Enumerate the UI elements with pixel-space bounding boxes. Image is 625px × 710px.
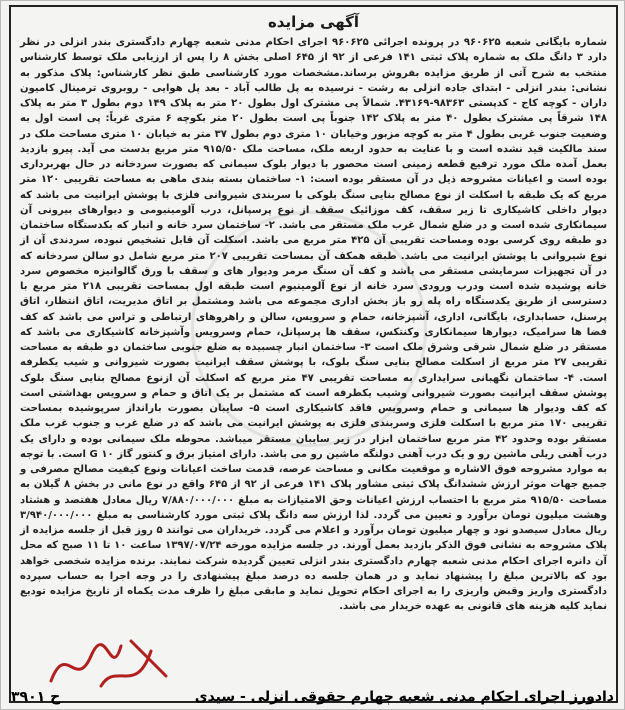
- footer-code: [11, 689, 60, 705]
- notice-title: آگهی مزایده: [267, 13, 360, 31]
- footer-signature: دادورز اجرای احکام مدنی شعبه چهارم حقوقی انزلی - سیدی: [194, 689, 614, 705]
- notice-footer: [11, 689, 614, 705]
- footer-code-letter: ح: [50, 689, 61, 705]
- footer-code-number: ۳۹۰۱: [11, 689, 46, 705]
- notice-frame: [9, 5, 618, 703]
- notice-body: شماره بایگانی شعبه ۹۶۰۶۲۵ در پرونده اجرائی ۹۶۰۶۲۵ اجرای احکام مدنی شعبه چهارم دادگستری بندر انزلی در نظر دارد ۳ دانگ ملک به شماره پلاک ثبتی ۱۴۱ فرعی از ۹۲ از ۶۴۵ اصلی بخش ۸ را پس از ارزیابی ملک توسط کارشناس منتخب به شرح آتی از طریق مزایده بفروش برساند.مشخصات مورد کارشناسی طبق نظر کارشناس: پلاک مذکور به نشانی: بندر انزلی - ابتدای جاده انزلی به رشت - نرسیده به پل طالب آباد - بعد پل هوایی - روبروی ترمینال کامیون داران - کوچه کاج - کدپستی ۹۸۳۶۳-۴۳۱۶۹. شمالاً پی مشترک اول بطول ۲۰ متر به پلاک ۱۴۹ دوم بطول ۳ متر به پلاک ۱۴۸ شرقاً پی مشترک بطول ۴۰ متر به پلاک ۱۴۲ جنوباً پی است بطول ۲۰ متر بکوچه ۶ متری غرباً: پی است اول به وضعیت جنوب غربی بطول ۴ متر به کوچه مزبور وخیابان ۱۰ متری دوم بطول ۳۷ متر به خیابان ۱۰ متری مساحت ملک در سند مالکیت قید نشده است و با عنایت به حدود اربعه ملک، مساحت ملک ۹۱۵/۵۰ متر مربع بدست می آید. پیرو بازدید بعمل آمده ملک مورد ترفیع قطعه زمینی است محصور با دیوار بلوک سیمانی که بصورت سردخانه در حال بهربرداری بوده است و اعیانات مشروحه ذیل در آن مستقر بوده است: ۱- ساختمان بسته بندی ماهی به مساحت تقریبی ۱۲۰ متر مربع که یک طبقه با اسکلت از نوع مصالح بنایی سنگ بلوکی با سربندی شیروانی فلزی با پوشش ایرانیت می باشد که دیوار داخلی کاشیکاری تا زیر سقف، کف موزائیک سقف از نوع پرسپانل، درب آلومینیومی و دیوارهای بیرونی آن سیمانکاری شده است و در ضلع شمال غرب ملک مستقر می باشد. ۲- ساختمان سرد خانه و انبار که بکدستگاه ساختمان دو طبقه روی کرسی بوده ومساحت تقریبی آن ۴۲۵ متر مربع می باشد. اسکلت آن قابل تشخیص نبوده، سردندی آن از نوع شیروانی با پوشش ایرانیت می باشد. طبقه همکف آن بمساحت تقریبی ۲۰۷ متر مربع شامل دو سالن سردخانه که در آن تجهیزات سرمایشی مستقر می باشد و کف آن سنگ مرمر ودیوار های و سقف با ورق گالوانیزه مخصوص سرد خانه پوشیده شده است ودرب ورودی سرد خانه از نوع آلومینیوم است طبقه اول بمساحت تقریبی ۲۱۸ متر مربع با دسترسی از طریق یکدستگاه راه پله رو باز بخش اداری مجموعه می باشد ومشتمل بر اتاق مدیریت، اتاق انتظار، اتاق پرسنل، حسابداری، بایگانی، اداری، آشپزخانه، حمام و سرویس، سالن و راهروهای ارتباطی و تراس می باشد که کف فضا ها سرامیک، دیوارها سیمانکاری وکنتکس، سقف ها پرسپانل، حمام وسرویس وآشپزخانه کاشیکاری می باشد که مستقر در ضلع شمال شرقی وشرق ملک است ۳- ساختمان انبار چسبیده به ضلع جنوبی ساختمان دو طبقه به مساحت تقریبی ۲۷ متر مربع از اسکلت مصالح بنایی سنگ بلوک، با پوشش سقف ایرانیت بصورت شیروانی و شیب یکطرفه است. ۴- ساختمان نگهبانی سرایداری به مساحت تقریبی ۴۷ متر مربع که اسکلت آن ازنوع مصالح بنایی سنگ بلوک پوشش سقف ایرانیت بصورت شیروانی وشیب یکطرفه است که مشتمل بر یک اتاق و حمام و سرویس بهداشتی است که کف ودیوار ها سیمانی و حمام وسرویس فاقد کاشیکاری است ۵- سایبان بصورت بارانداز سرپوشیده بمساحت تقریبی ۱۷۰ متر مربع با اسکلت فلزی وسربندی فلزی به پوشش ایرانیت می باشد که در ضلع غرب و جنوب غرب ملک مستقر بوده وحدود ۴۲ متر مربع ساختمان ابزار در زیر سایبان مستقر میباشد. محوطه ملک سیمانی بوده و دارای یک درب آهنی ریلی ماشین رو و یک درب آهنی دولنگه ماشین رو می باشد. دارای امتیاز برق و کنتور گاز ۱۰ G است. با توجه به موارد مشروحه فوق الاشاره و موقعیت مکانی و مساحت عرصه، قدمت ساخت اعیانات ونوع کیفیت مصالح مصرفی و جمیع جهات موثر ارزش ششدانگ پلاک ثبتی مشاور پلاک ۱۴۱ فرعی از ۹۲ از ۶۴۵ واقع در نوع مانی در بخش ۸ گیلان به مساحت ۹۱۵/۵۰ متر مربع با احتساب ارزش اعیانات وحق الامتیازات به مبلغ ۷/۸۸۰/۰۰۰/۰۰۰ ریال معادل هفتصد و هشتاد وهشت میلیون تومان برآورد و تعیین می گردد. لذا ارزش سه دانگ پلاک ثبتی مورد کارشناسی به مبلغ ۳/۹۴۰/۰۰۰/۰۰۰ ریال معادل سیصدو نود و چهار میلیون تومان برآورد و اعلام می گردد. خریداران می توانند ۵ روز قبل از جلسه مزایده از پلاک مشروحه به نشانی فوق الذکر بازدید بعمل آورند. در جلسه مزایده مورخه ۱۳۹۷/۰۷/۲۴ ساعت ۱۰ تا ۱۱ صبح که محل آن دانره اجرای احکام مدنی شعبه چهارم دادگستری بندر انزلی تعیین گردیده شرکت نمایند. برنده مزایده شخصی خواهد بود که بالاترین مبلغ را پیشنهاد نماید و در همان جلسه ده درصد مبلغ پیشنهادی را در وجه اجرا به حساب سپرده دادگستری واریز وقبض واریزی را به اجرای احکام تحویل نماید و مابقی مبلغ را ظرف مدت یکماه از تاریخ مزایده تودیع نماید کلیه هزینه های قانونی به عهده خریدار می باشد.: [20, 37, 608, 613]
